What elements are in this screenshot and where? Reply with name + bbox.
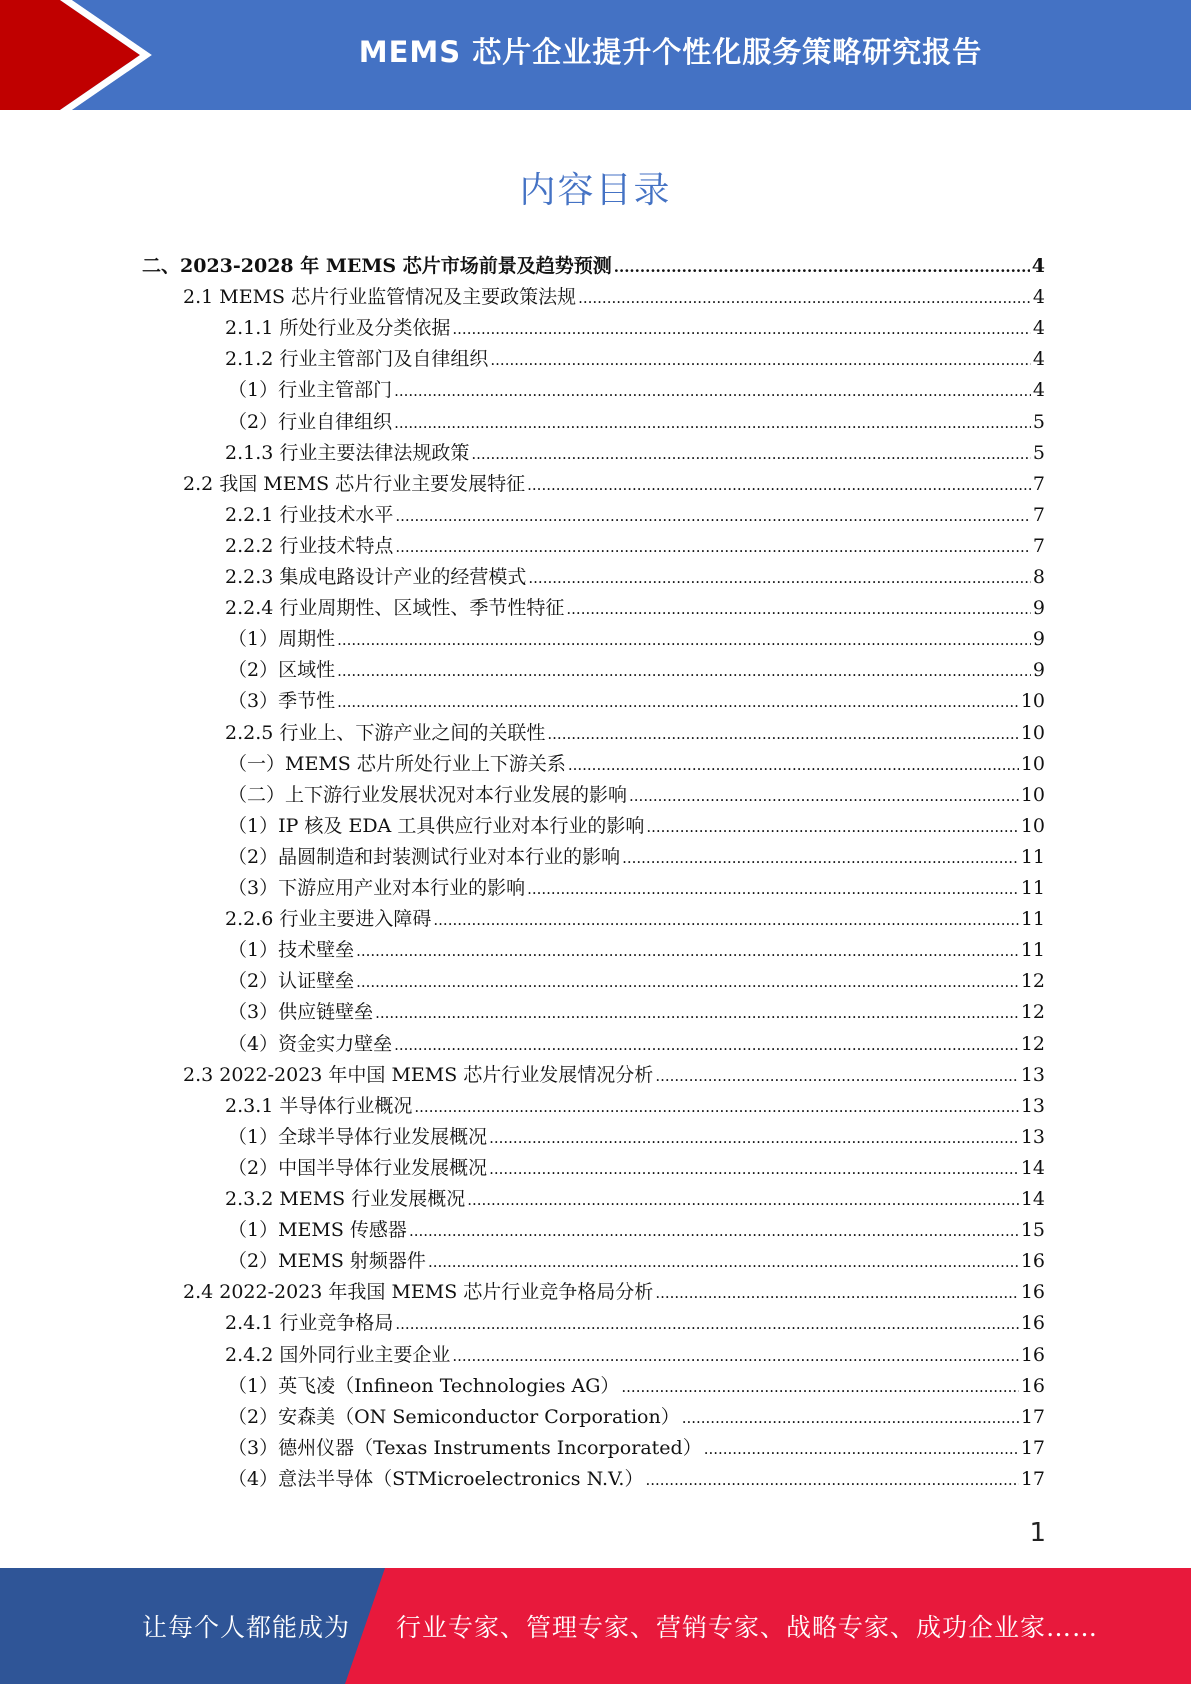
toc-entry-title: （1）行业主管部门 [228, 379, 393, 402]
toc-entry-page: 4 [1032, 286, 1045, 309]
toc-entry-page: 17 [1020, 1405, 1045, 1428]
toc-entry-page: 15 [1020, 1219, 1045, 1242]
toc-entry[interactable] [228, 875, 1045, 903]
toc-entry-title: 2.2 我国 MEMS 芯片行业主要发展特征 [183, 472, 526, 495]
toc-entry-title: （4）资金实力壁垒 [228, 1032, 393, 1055]
toc-entry-page: 10 [1020, 783, 1045, 806]
toc-entry-title: （1）周期性 [228, 628, 336, 651]
toc-entry-title: 2.4.1 行业竞争格局 [225, 1312, 394, 1335]
toc-entry-title: （1）MEMS 传感器 [228, 1219, 407, 1242]
toc-dot-leader [428, 1249, 1019, 1275]
toc-entry[interactable] [225, 533, 1045, 561]
toc-entry-page: 12 [1020, 1032, 1045, 1055]
toc-dot-leader [527, 876, 1019, 902]
toc-entry-page: 10 [1020, 721, 1045, 744]
toc-entry-title: 2.2.2 行业技术特点 [225, 534, 394, 557]
toc-dot-leader [471, 441, 1031, 467]
toc-entry-page: 16 [1020, 1343, 1045, 1366]
toc-dot-leader [704, 1436, 1019, 1462]
toc-entry[interactable] [228, 1155, 1045, 1183]
toc-dot-leader [356, 938, 1019, 964]
toc-dot-leader [337, 689, 1019, 715]
toc-entry[interactable] [228, 1404, 1045, 1432]
toc-entry-title: 2.4 2022-2023 年我国 MEMS 芯片行业竞争格局分析 [183, 1281, 654, 1304]
toc-entry-page: 13 [1020, 1094, 1045, 1117]
toc-entry[interactable] [225, 1342, 1045, 1370]
toc-entry-page: 11 [1020, 939, 1045, 962]
toc-dot-leader [414, 1094, 1018, 1120]
toc-entry-title: 2.1.2 行业主管部门及自律组织 [225, 348, 489, 371]
toc-entry[interactable] [142, 253, 1045, 281]
toc-entry-page: 12 [1020, 1001, 1045, 1024]
toc-entry[interactable] [225, 346, 1045, 374]
toc-entry[interactable] [183, 471, 1045, 499]
toc-entry-title: （2）认证壁垒 [228, 970, 355, 993]
toc-dot-leader [394, 410, 1031, 436]
toc-entry-title: 2.2.4 行业周期性、区域性、季节性特征 [225, 597, 565, 620]
toc-dot-leader [655, 1280, 1019, 1306]
footer-slogan-right: 行业专家、管理专家、营销专家、战略专家、成功企业家…… [396, 1613, 1099, 1642]
toc-entry[interactable] [228, 968, 1045, 996]
toc-entry-title: （1）技术壁垒 [228, 939, 355, 962]
toc-entry-page: 4 [1031, 255, 1045, 277]
toc-dot-leader [566, 596, 1031, 622]
toc-dot-leader [645, 1467, 1018, 1493]
toc-entry-title: （2）安森美（ON Semiconductor Corporation） [228, 1405, 680, 1428]
toc-entry-page: 5 [1032, 441, 1045, 464]
toc-entry-page: 13 [1020, 1125, 1045, 1148]
toc-dot-leader [356, 969, 1019, 995]
toc-entry-page: 8 [1032, 566, 1045, 588]
toc-entry-title: 2.2.6 行业主要进入障碍 [225, 908, 432, 931]
toc-dot-leader [646, 814, 1018, 840]
toc-entry-page: 10 [1020, 752, 1045, 775]
toc-entry-title: （2）区域性 [228, 659, 336, 682]
toc-dot-leader [395, 534, 1031, 560]
toc-entry-page: 11 [1020, 845, 1045, 868]
toc-entry[interactable] [228, 1466, 1045, 1494]
toc-entry[interactable] [225, 1186, 1045, 1214]
toc-entry-title: （1）全球半导体行业发展概况 [228, 1125, 488, 1148]
toc-entry-page: 14 [1020, 1156, 1045, 1179]
toc-entry[interactable] [225, 440, 1045, 468]
toc-entry[interactable] [225, 564, 1045, 592]
toc-entry-page: 16 [1020, 1250, 1045, 1273]
toc-entry[interactable] [228, 1248, 1045, 1276]
toc-entry-page: 9 [1032, 597, 1045, 620]
toc-entry-page: 4 [1032, 317, 1045, 340]
toc-entry-title: 2.2.3 集成电路设计产业的经营模式 [225, 566, 527, 588]
toc-entry-page: 9 [1032, 659, 1045, 682]
toc-entry-title: （2）行业自律组织 [228, 410, 393, 433]
toc-entry[interactable] [183, 284, 1045, 312]
toc-entry-title: （3）下游应用产业对本行业的影响 [228, 877, 526, 899]
toc-entry-page: 16 [1020, 1281, 1045, 1304]
toc-dot-leader [489, 1156, 1019, 1182]
toc-dot-leader [395, 1311, 1018, 1337]
toc-entry-title: 2.4.2 国外同行业主要企业 [225, 1343, 451, 1366]
toc-entry[interactable] [228, 999, 1045, 1027]
toc-entry[interactable] [228, 626, 1045, 654]
toc-entry-title: （2）MEMS 射频器件 [228, 1250, 426, 1273]
toc-dot-leader [452, 1343, 1018, 1369]
toc-dot-leader [433, 907, 1018, 933]
toc-dot-leader [655, 1063, 1019, 1089]
toc-entry[interactable] [183, 1279, 1045, 1307]
toc-dot-leader [490, 347, 1031, 373]
toc-dot-leader [629, 783, 1019, 809]
toc-dot-leader [622, 845, 1019, 871]
toc-entry-title: 2.2.5 行业上、下游产业之间的关联性 [225, 721, 546, 744]
toc-entry-page: 4 [1032, 348, 1045, 371]
toc-entry[interactable] [228, 813, 1045, 841]
toc-entry-title: （1）IP 核及 EDA 工具供应行业对本行业的影响 [228, 814, 645, 837]
header-banner [0, 0, 1191, 110]
toc-entry-page: 5 [1032, 410, 1045, 433]
toc-entry[interactable] [225, 906, 1045, 934]
toc-dot-leader [395, 503, 1031, 529]
toc-dot-leader [409, 1218, 1019, 1244]
toc-entry[interactable] [228, 751, 1045, 779]
toc-entry-page: 10 [1020, 814, 1045, 837]
toc-entry[interactable] [225, 595, 1045, 623]
toc-entry-title: （3）季节性 [228, 690, 336, 713]
toc-entry[interactable] [228, 1124, 1045, 1152]
toc-entry-title: （二）上下游行业发展状况对本行业发展的影响 [228, 783, 628, 806]
toc-entry[interactable] [228, 1031, 1045, 1059]
toc-entry[interactable] [228, 377, 1045, 405]
toc-entry-page: 13 [1020, 1063, 1045, 1086]
toc-entry[interactable] [228, 782, 1045, 810]
toc-dot-leader [621, 1374, 1018, 1400]
toc-entry-page: 9 [1032, 628, 1045, 651]
toc-dot-leader [528, 565, 1031, 591]
toc-entry-title: 2.2.1 行业技术水平 [225, 503, 394, 526]
toc-entry-title: 2.3 2022-2023 年中国 MEMS 芯片行业发展情况分析 [183, 1063, 654, 1086]
toc-entry-page: 17 [1020, 1436, 1045, 1459]
toc-entry-title: 2.3.1 半导体行业概况 [225, 1094, 413, 1117]
toc-entry-title: （2）晶圆制造和封装测试行业对本行业的影响 [228, 845, 621, 868]
toc-entry-title: （2）中国半导体行业发展概况 [228, 1156, 488, 1179]
toc-entry-title: 2.3.2 MEMS 行业发展概况 [225, 1188, 466, 1210]
toc-dot-leader [337, 627, 1031, 653]
toc-entry-title: 二、2023-2028 年 MEMS 芯片市场前景及趋势预测 [142, 255, 612, 277]
toc-entry-title: （3）德州仪器（Texas Instruments Incorporated） [228, 1436, 702, 1459]
toc-entry-page: 7 [1032, 503, 1045, 526]
toc-entry[interactable] [225, 720, 1045, 748]
toc-entry-title: （一）MEMS 芯片所处行业上下游关系 [228, 752, 566, 775]
toc-entry-title: （4）意法半导体（STMicroelectronics N.V.） [228, 1467, 644, 1490]
toc-entry-title: （3）供应链壁垒 [228, 1001, 374, 1024]
page-number: 1 [1029, 1518, 1046, 1548]
toc-entry-title: （1）英飞凌（Infineon Technologies AG） [228, 1374, 620, 1397]
toc-dot-leader [394, 378, 1031, 404]
report-title: MEMS 芯片企业提升个性化服务策略研究报告 [358, 34, 983, 69]
toc-dot-leader [489, 1125, 1019, 1151]
toc-entry[interactable] [228, 409, 1045, 437]
toc-dot-leader [682, 1405, 1019, 1431]
toc-dot-leader [394, 1032, 1019, 1058]
toc-entry[interactable] [228, 844, 1045, 872]
toc-entry-page: 11 [1020, 877, 1045, 899]
toc-dot-leader [452, 316, 1031, 342]
toc-entry-title: 2.1 MEMS 芯片行业监管情况及主要政策法规 [183, 286, 577, 309]
toc-entry[interactable] [228, 688, 1045, 716]
toc-entry-page: 16 [1020, 1312, 1045, 1335]
toc-entry-page: 16 [1020, 1374, 1045, 1397]
toc-dot-leader [375, 1000, 1019, 1026]
toc-entry-page: 7 [1032, 534, 1045, 557]
toc-entry[interactable] [225, 502, 1045, 530]
toc-entry-page: 17 [1020, 1467, 1045, 1490]
toc-dot-leader [578, 285, 1031, 311]
toc-entry-title: 2.1.1 所处行业及分类依据 [225, 317, 451, 340]
toc-entry[interactable] [228, 1373, 1045, 1401]
toc-dot-leader [337, 658, 1031, 684]
toc-entry[interactable] [225, 315, 1045, 343]
toc-entry-title: 2.1.3 行业主要法律法规政策 [225, 441, 470, 464]
toc-entry-page: 10 [1020, 690, 1045, 713]
toc-entry[interactable] [225, 1310, 1045, 1338]
toc-entry[interactable] [228, 1435, 1045, 1463]
footer-banner [0, 1568, 1191, 1684]
toc-entry-page: 7 [1032, 472, 1045, 495]
toc-entry-page: 12 [1020, 970, 1045, 993]
toc-entry-page: 4 [1032, 379, 1045, 402]
footer-slogan-left: 让每个人都能成为 [142, 1613, 351, 1642]
toc-dot-leader [527, 472, 1031, 498]
toc-entry[interactable] [228, 1217, 1045, 1245]
toc-entry[interactable] [183, 1062, 1045, 1090]
toc-dot-leader [568, 752, 1019, 778]
toc-entry-page: 11 [1020, 908, 1045, 931]
toc-entry[interactable] [228, 657, 1045, 685]
toc-dot-leader [547, 721, 1018, 747]
toc-entry-page: 14 [1020, 1188, 1045, 1210]
toc-dot-leader [614, 254, 1030, 280]
toc-dot-leader [467, 1187, 1019, 1213]
toc-entry[interactable] [225, 1093, 1045, 1121]
toc-entry[interactable] [228, 937, 1045, 965]
toc-heading: 内容目录 [519, 170, 672, 211]
